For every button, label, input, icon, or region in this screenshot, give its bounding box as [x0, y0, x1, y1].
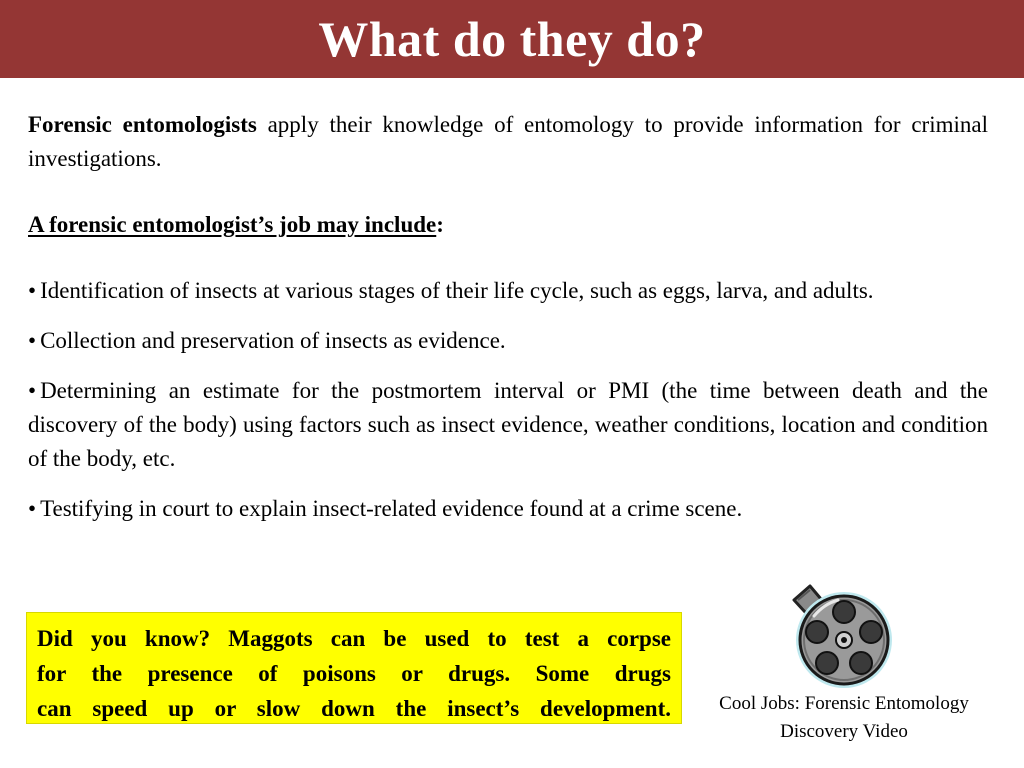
bullet-text: Testifying in court to explain insect-related evidence found at a crime scene. [40, 496, 743, 521]
job-bullet-list [28, 274, 988, 526]
list-item [28, 274, 988, 308]
list-item [28, 374, 988, 476]
bullet-text: Determining an estimate for the postmortem interval or PMI (the time between death and the discovery of the body) using factors such as insect evidence, weather conditions, location and condition of the body, etc. [28, 378, 988, 471]
intro-paragraph [28, 108, 988, 176]
intro-bold-lead: Forensic entomologists [28, 112, 257, 137]
bullet-icon: • [28, 496, 37, 521]
did-you-know-callout [26, 612, 682, 724]
page-title: What do they do? [318, 11, 706, 67]
film-reel-icon[interactable] [780, 578, 900, 692]
bullet-icon: • [28, 278, 37, 303]
list-item [28, 492, 988, 526]
job-subheading-colon: : [436, 212, 444, 237]
bullet-text: Identification of insects at various stages of their life cycle, such as eggs, larva, and adults. [40, 278, 874, 303]
slide-body [28, 108, 988, 542]
list-item [28, 324, 988, 358]
job-subheading-text: A forensic entomologist’s job may include [28, 212, 437, 237]
video-caption[interactable] [688, 690, 1000, 746]
video-caption-line[interactable]: Cool Jobs: Forensic Entomology [719, 693, 969, 714]
intro-text: apply their knowledge of entomology to provide information for criminal investigations. [28, 112, 988, 171]
bullet-icon: • [28, 328, 37, 353]
video-link[interactable] [688, 578, 1000, 748]
bullet-icon: • [28, 378, 37, 403]
bullet-text: Collection and preservation of insects as evidence. [40, 328, 506, 353]
callout-line: Did you know? Maggots can be used to test a corpse [37, 626, 671, 651]
job-subheading [28, 208, 988, 242]
video-caption-line[interactable]: Discovery Video [780, 721, 908, 742]
title-bar [0, 0, 1024, 78]
callout-line: for the presence of poisons or drugs. Some drugs [37, 661, 671, 686]
callout-line: can speed up or slow down the insect’s development. [37, 696, 671, 721]
